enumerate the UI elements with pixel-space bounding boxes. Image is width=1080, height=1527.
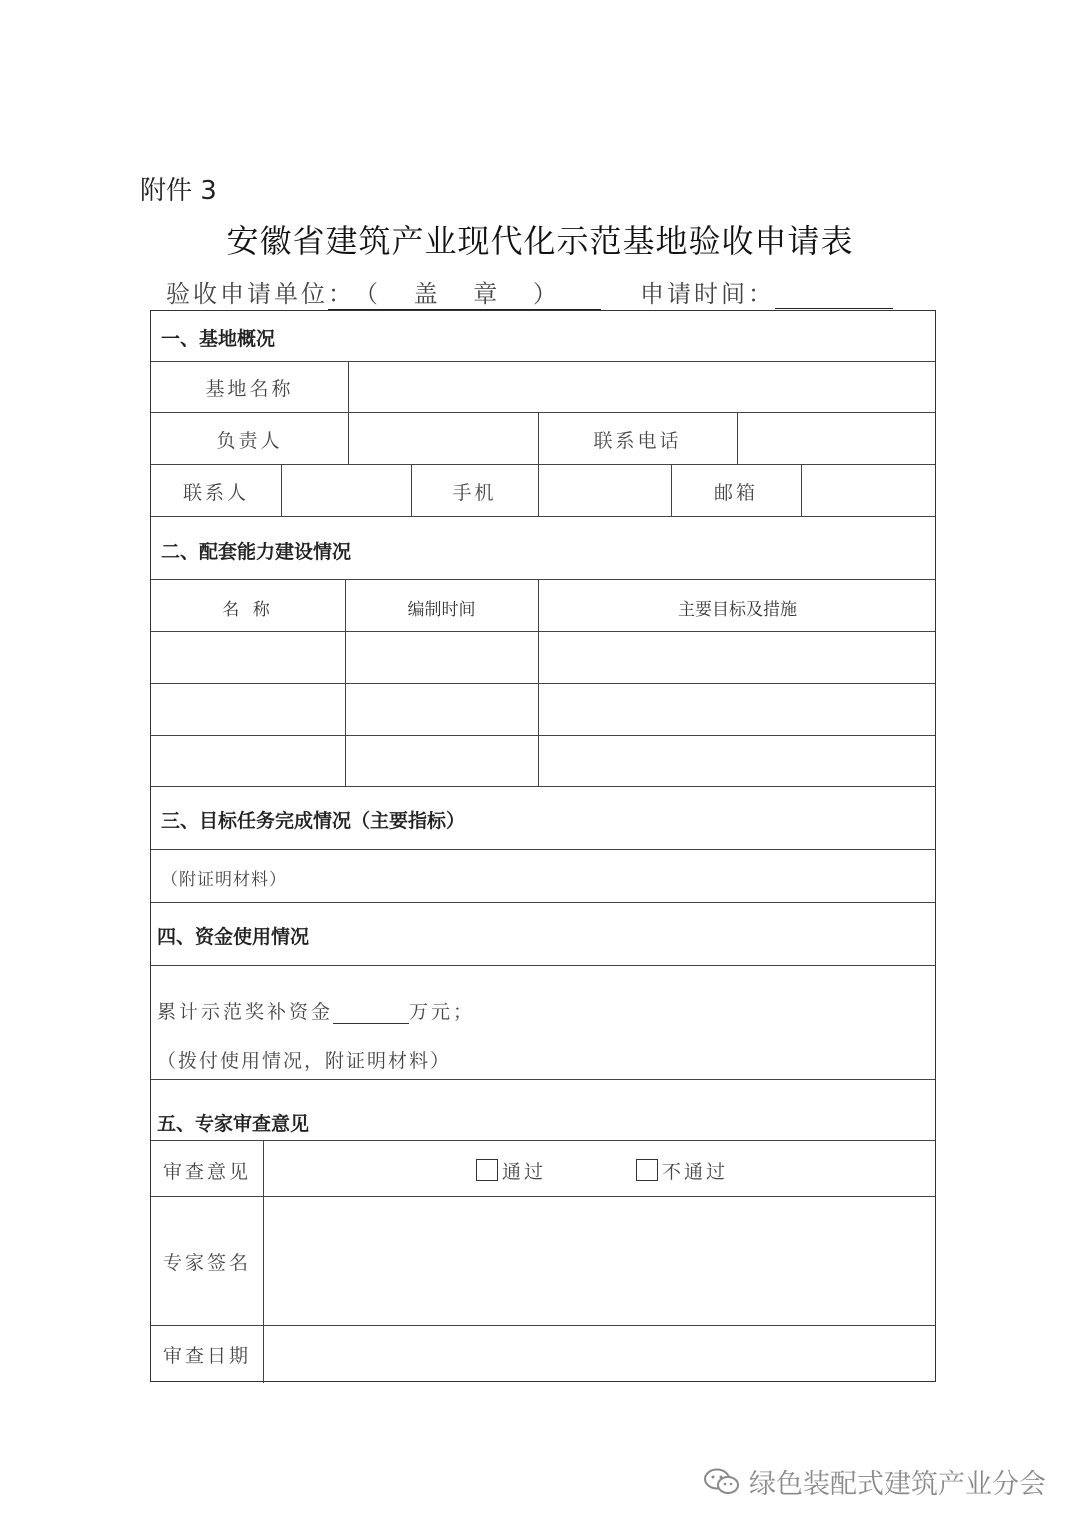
row-divider	[151, 579, 935, 580]
base-name-label: 基地名称	[205, 378, 294, 400]
section-heading-capacity-building: 二、配套能力建设情况	[161, 541, 352, 563]
funds-prefix: 累计示范奖补资金	[157, 1001, 334, 1023]
attachment-label: 附件 3	[140, 176, 217, 206]
review-opinion-label: 审查意见	[162, 1161, 251, 1183]
applicant-unit-line	[166, 274, 601, 310]
section-heading-fund-usage: 四、资金使用情况	[157, 926, 310, 948]
fail-checkbox[interactable]	[636, 1159, 658, 1181]
wechat-icon	[703, 1467, 741, 1497]
row-divider	[151, 516, 935, 517]
usage-note: （拨付使用情况，附证明材料）	[157, 1050, 452, 1072]
table-row[interactable]	[151, 632, 935, 682]
base-name-field[interactable]	[349, 362, 935, 411]
pass-label: 通过	[502, 1161, 547, 1183]
section-heading-expert-review: 五、专家审查意见	[157, 1113, 310, 1135]
row-divider	[151, 1140, 935, 1141]
email-field[interactable]	[802, 465, 935, 515]
table-row[interactable]	[151, 736, 935, 785]
form-title: 安徽省建筑产业现代化示范基地验收申请表	[226, 222, 854, 260]
mobile-label: 手机	[452, 482, 497, 504]
application-time-field[interactable]	[775, 284, 893, 309]
fail-option[interactable]	[636, 1157, 728, 1184]
section-heading-base-overview: 一、基地概况	[161, 328, 276, 350]
application-time-label: 申请时间：	[640, 280, 775, 308]
application-form-table	[150, 310, 936, 1382]
manager-field[interactable]	[349, 413, 537, 463]
row-divider	[151, 849, 935, 850]
funds-suffix: 万元；	[409, 1001, 476, 1023]
manager-label: 负责人	[216, 430, 283, 452]
row-divider	[151, 965, 935, 966]
column-header-name: 名 称	[222, 600, 274, 620]
contact-person-label: 联系人	[182, 482, 249, 504]
table-row[interactable]	[151, 684, 935, 734]
review-date-field[interactable]	[264, 1326, 935, 1381]
expert-signature-label: 专家签名	[162, 1252, 251, 1274]
row-divider	[151, 786, 935, 787]
application-time-line	[640, 274, 893, 309]
funds-line	[157, 997, 475, 1024]
funds-amount-field[interactable]	[333, 1005, 409, 1024]
review-date-label: 审查日期	[162, 1345, 251, 1367]
contact-phone-label: 联系电话	[593, 430, 682, 452]
contact-person-field[interactable]	[282, 465, 410, 515]
expert-signature-field[interactable]	[264, 1197, 935, 1324]
fail-label: 不通过	[662, 1161, 729, 1183]
watermark-text: 绿色装配式建筑产业分会	[749, 1469, 1046, 1500]
proof-material-note[interactable]: （附证明材料）	[161, 870, 287, 890]
row-divider	[151, 1079, 935, 1080]
contact-phone-field[interactable]	[738, 413, 935, 463]
column-header-compile-time: 编制时间	[407, 600, 476, 620]
row-divider	[151, 902, 935, 903]
pass-option[interactable]	[476, 1157, 546, 1184]
pass-checkbox[interactable]	[476, 1159, 498, 1181]
column-header-targets-measures: 主要目标及措施	[678, 600, 797, 620]
mobile-field[interactable]	[539, 465, 670, 515]
email-label: 邮箱	[713, 482, 758, 504]
source-watermark	[703, 1462, 1046, 1501]
section-heading-task-completion: 三、目标任务完成情况（主要指标）	[161, 810, 466, 832]
applicant-unit-label: 验收申请单位	[166, 280, 328, 308]
applicant-unit-seal-field[interactable]: ：（ 盖 章 ）	[328, 274, 601, 310]
